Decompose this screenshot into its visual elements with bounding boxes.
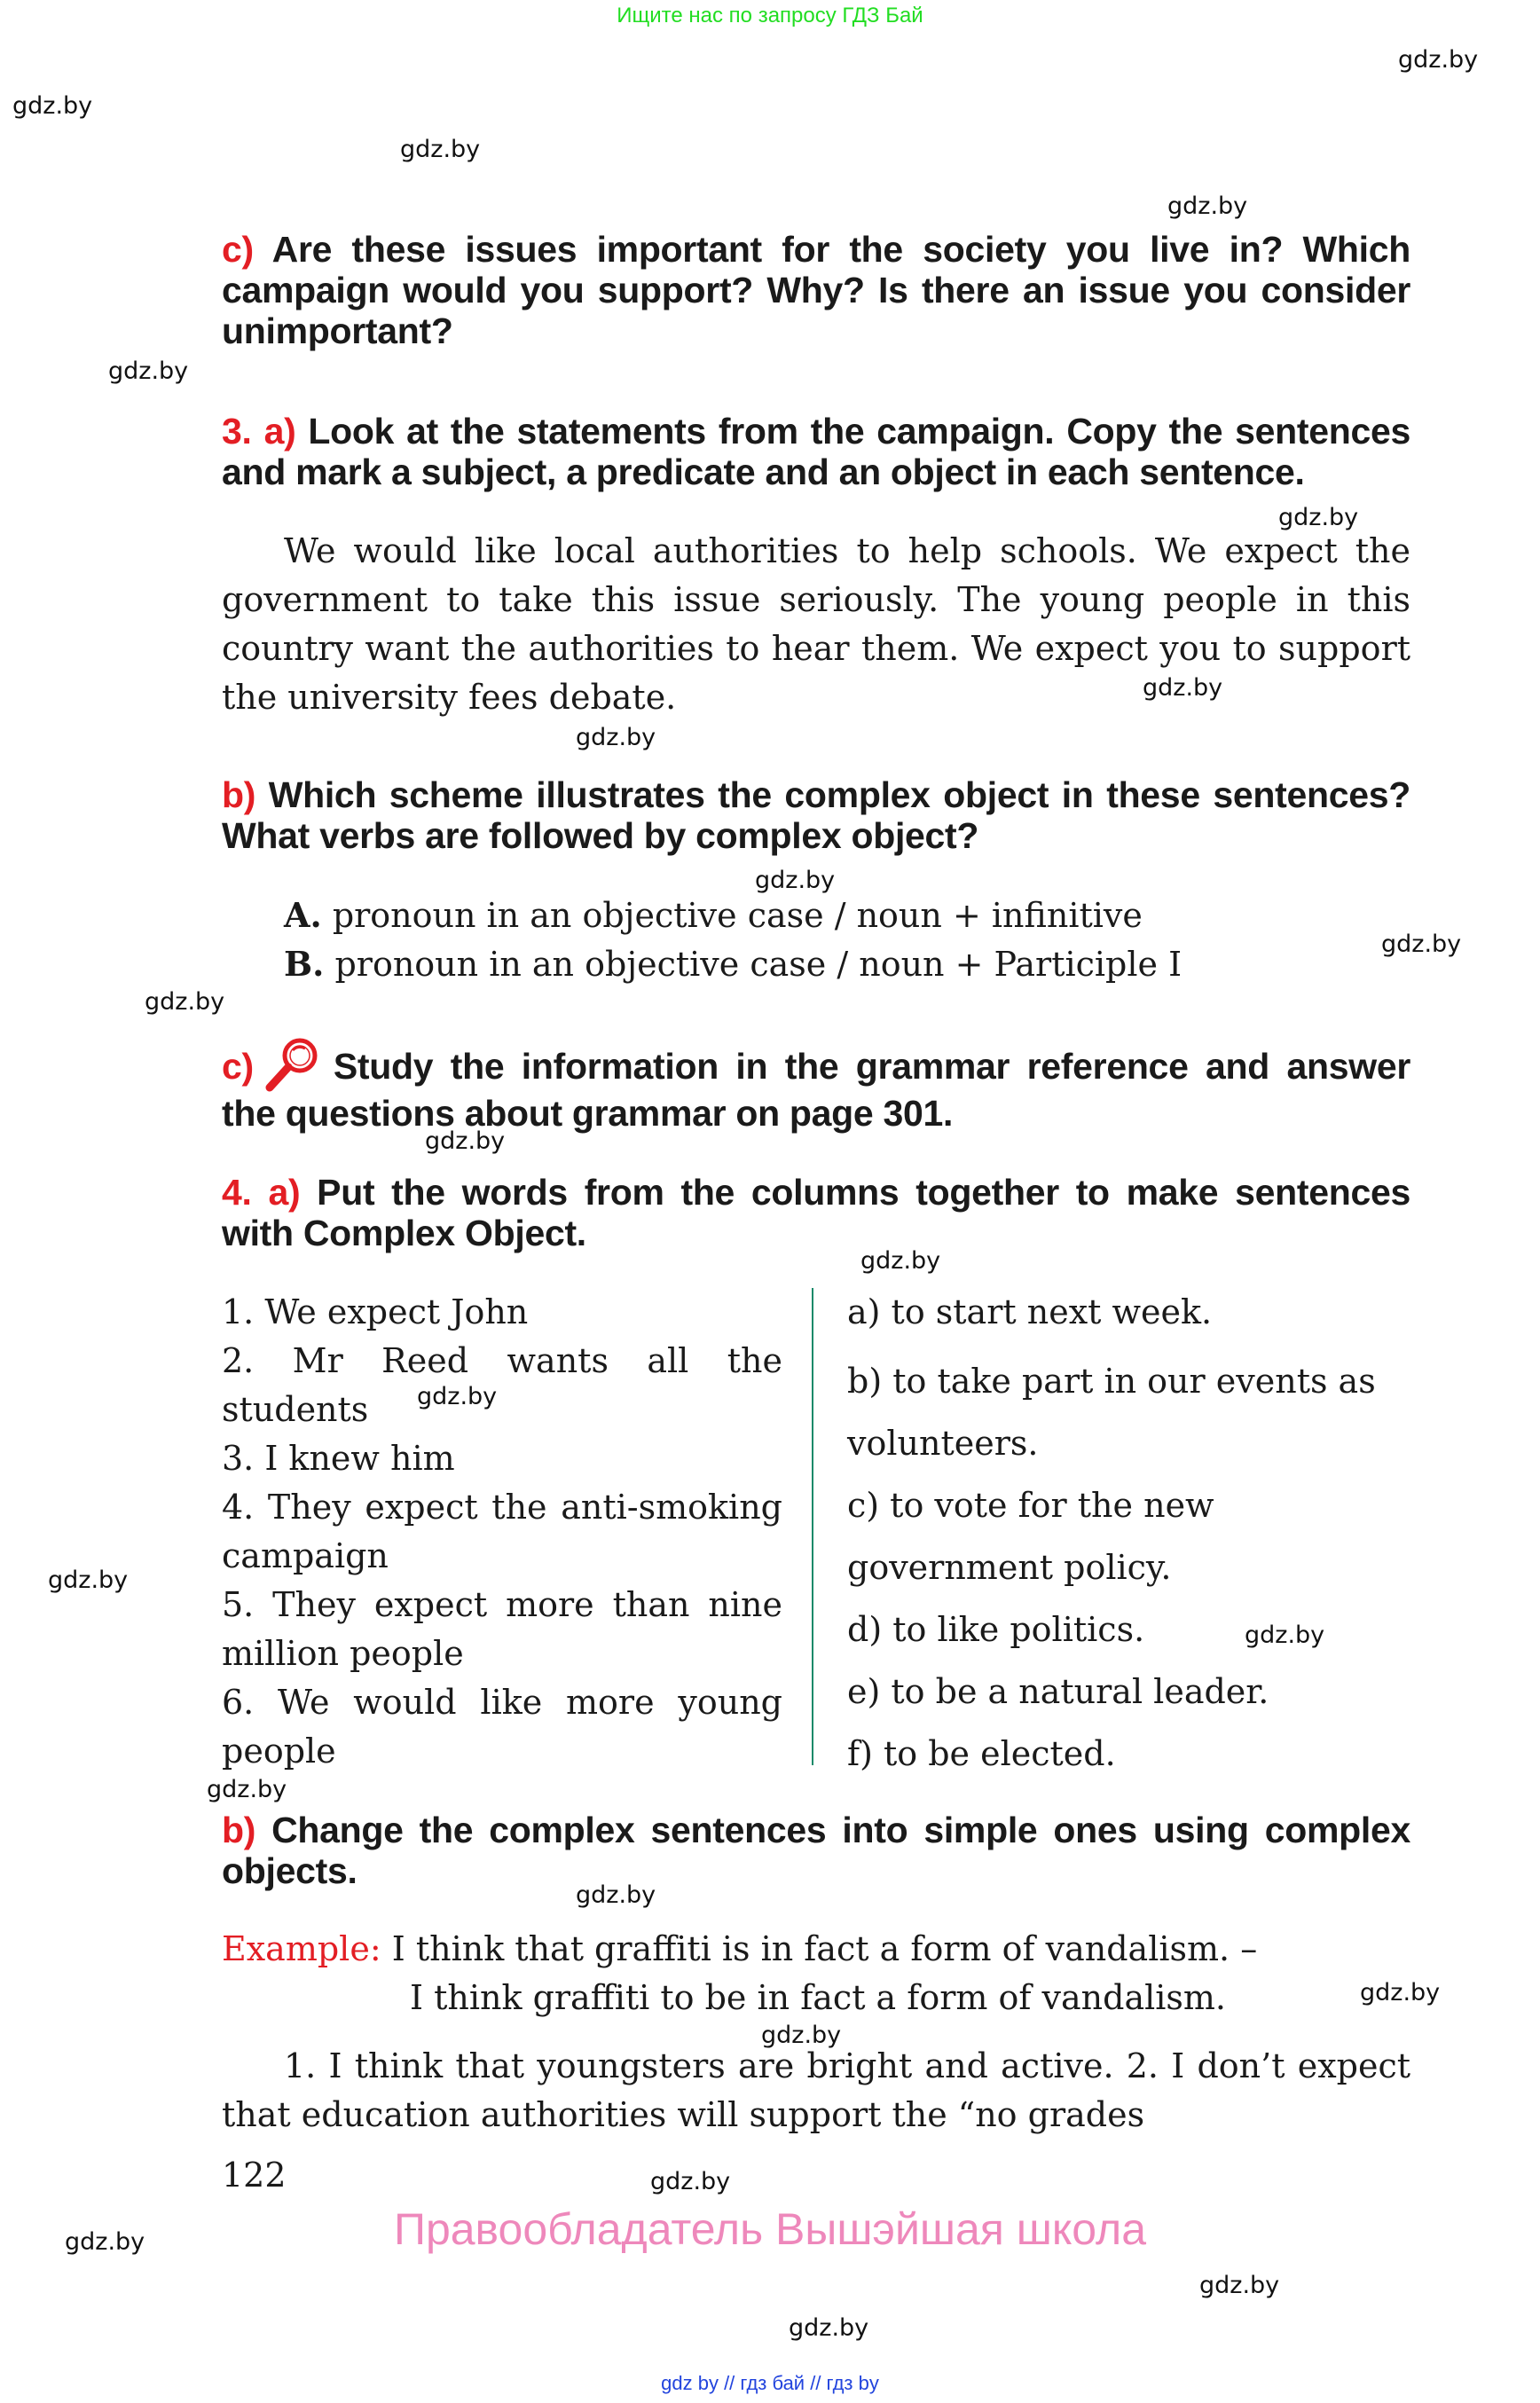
task-label: b) [222,774,256,815]
task-label: a) [263,411,296,452]
task-4b [222,1810,1410,1891]
watermark: gdz.by [400,136,481,163]
task-text: Are these issues important for the society you live in? Which campaign would you support? Why? Is there an issue you consider unimportant? [222,229,1410,351]
column-item: b) to take part in our events as volunteers. [847,1362,1376,1463]
watermark: gdz.by [417,1383,498,1410]
task-label: c) [222,229,254,270]
exercise-text: 1. I think that youngsters are bright and active. 2. I don’t expect that education authorities will support the “no grades [222,2046,1410,2134]
scheme-b [284,939,1182,989]
scheme-text: pronoun in an objective case / noun + infinitive [332,896,1143,935]
watermark: gdz.by [1167,192,1248,220]
watermark: gdz.by [860,1247,941,1275]
watermark: gdz.by [1360,1979,1441,2006]
column-item: c) to vote for the new government policy. [847,1486,1214,1587]
example-label: Example: [222,1929,381,1968]
watermark: gdz.by [1381,931,1462,958]
watermark: gdz.by [1398,46,1479,74]
task-label: b) [222,1810,256,1850]
watermark: gdz.by [576,724,656,751]
scheme-letter: A. [284,895,322,935]
watermark: gdz.by [1143,674,1223,702]
column-item: d) to like politics. [847,1610,1145,1649]
column-item: a) to start next week. [847,1292,1213,1331]
footer-banner: gdz by // гдз бай // гдз by [661,2372,879,2394]
task-text: Change the complex sentences into simple ones using complex objects. [222,1810,1411,1891]
watermark: gdz.by [207,1776,287,1803]
task-label: c) [222,1046,254,1087]
watermark: gdz.by [48,1567,129,1594]
watermark: gdz.by [1245,1622,1325,1649]
task-label: a) [268,1172,301,1213]
example-line-1 [222,1925,1257,1974]
scheme-letter: B. [284,944,325,984]
task-text: Put the words from the columns together to make sentences with Complex Object. [222,1172,1411,1253]
watermark: gdz.by [576,1881,656,1909]
watermark: gdz.by [1199,2272,1280,2299]
watermark: gdz.by [761,2022,842,2049]
task-number: 3. [222,411,252,452]
scheme-text: pronoun in an objective case / noun + Participle I [334,945,1182,984]
column-item: e) to be a natural leader. [847,1672,1269,1711]
magnifier-icon [261,1036,323,1093]
column-item: 5. They expect more than nine million people [222,1585,782,1673]
page-number: 122 [222,2156,287,2195]
infinitive-column [847,1288,1410,1785]
example-line-2: I think graffiti to be in fact a form of vandalism. [410,1978,1227,2017]
task-number: 4. [222,1172,252,1213]
task-text: Look at the statements from the campaign. Copy the sentences and mark a subject, a predicate and an object in each sentence. [222,411,1411,492]
task-text: Study the information in the grammar reference and answer the questions about grammar on page 301. [222,1046,1410,1134]
example-text: I think that graffiti is in fact a form of vandalism. – [391,1929,1258,1968]
column-item: 6. We would like more young people [222,1683,782,1771]
task-4a [222,1172,1410,1253]
publisher-note: Правообладатель Вышэйшая школа [394,2204,1146,2254]
watermark: gdz.by [1278,504,1359,531]
task-3c [222,1036,1410,1134]
task-3a [222,411,1410,492]
column-item: 2. Mr Reed wants all the students [222,1341,782,1429]
watermark: gdz.by [425,1127,506,1155]
watermark: gdz.by [789,2314,869,2342]
watermark: gdz.by [650,2168,731,2195]
column-divider [812,1288,813,1765]
watermark: gdz.by [755,867,836,894]
subject-column [222,1288,782,1776]
scheme-a [284,891,1143,940]
watermark: gdz.by [12,92,93,120]
watermark: gdz.by [108,357,189,385]
column-item: 1. We expect John [222,1292,529,1331]
task-2c [222,229,1410,351]
column-item: f) to be elected. [847,1734,1116,1773]
watermark: gdz.by [65,2228,145,2256]
task-3b [222,774,1410,856]
campaign-passage: We would like local authorities to help schools. We expect the government to take this issue seriously. The young people in this country want the authorities to hear them. We expect you to support the university fees debate. [222,531,1410,717]
column-item: 4. They expect the anti-smoking campaign [222,1488,782,1575]
watermark: gdz.by [145,988,225,1016]
search-banner: Ищите нас по запросу ГДЗ Бай [617,4,923,27]
column-item: 3. I knew him [222,1439,455,1478]
task-text: Which scheme illustrates the complex object in these sentences? What verbs are followed by complex object? [222,774,1411,856]
